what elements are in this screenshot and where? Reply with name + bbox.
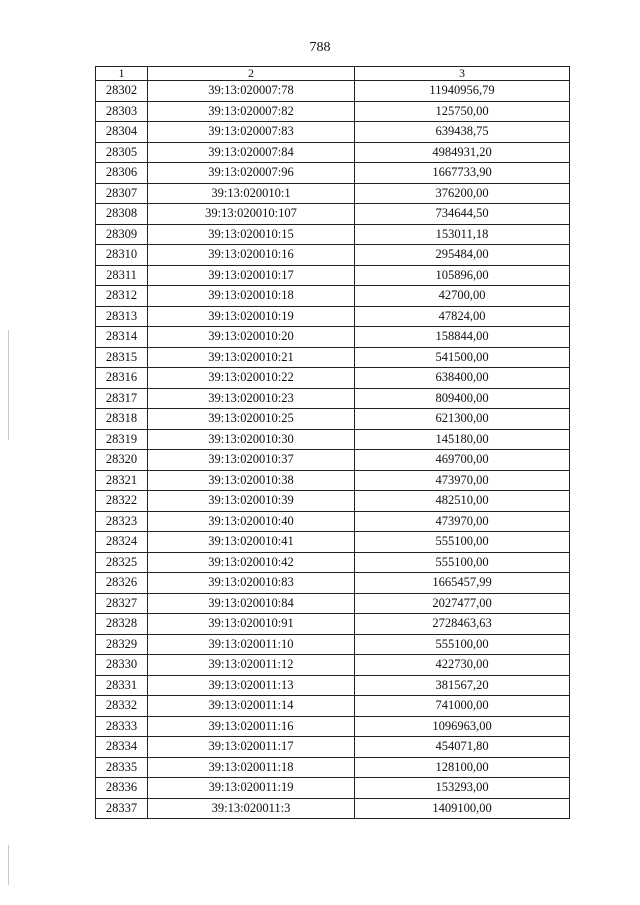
table-row — [96, 450, 570, 471]
table-row — [96, 429, 570, 450]
row-number-cell: 28307 — [96, 183, 148, 204]
table-row — [96, 347, 570, 368]
table-row — [96, 163, 570, 184]
cadastral-number-cell: 39:13:020007:96 — [148, 163, 355, 184]
cadastral-number-cell: 39:13:020010:41 — [148, 532, 355, 553]
row-number-cell: 28322 — [96, 491, 148, 512]
table-row — [96, 142, 570, 163]
table-row — [96, 286, 570, 307]
cadastral-number-cell: 39:13:020011:14 — [148, 696, 355, 717]
cadastral-number-cell: 39:13:020010:91 — [148, 614, 355, 635]
cadastral-number-cell: 39:13:020010:16 — [148, 245, 355, 266]
table-row — [96, 737, 570, 758]
value-cell: 158844,00 — [355, 327, 570, 348]
row-number-cell: 28320 — [96, 450, 148, 471]
value-cell: 125750,00 — [355, 101, 570, 122]
value-cell: 153293,00 — [355, 778, 570, 799]
table-row — [96, 204, 570, 225]
table-body — [96, 81, 570, 819]
cadastral-number-cell: 39:13:020010:107 — [148, 204, 355, 225]
table-row — [96, 532, 570, 553]
value-cell: 11940956,79 — [355, 81, 570, 102]
column-header-1: 1 — [96, 67, 148, 81]
table-row — [96, 470, 570, 491]
row-number-cell: 28321 — [96, 470, 148, 491]
value-cell: 105896,00 — [355, 265, 570, 286]
value-cell: 4984931,20 — [355, 142, 570, 163]
value-cell: 473970,00 — [355, 470, 570, 491]
value-cell: 555100,00 — [355, 532, 570, 553]
value-cell: 541500,00 — [355, 347, 570, 368]
table-row — [96, 183, 570, 204]
table-row — [96, 573, 570, 594]
table-row — [96, 265, 570, 286]
table-row — [96, 388, 570, 409]
scan-artifact — [8, 330, 9, 440]
value-cell: 809400,00 — [355, 388, 570, 409]
value-cell: 295484,00 — [355, 245, 570, 266]
value-cell: 734644,50 — [355, 204, 570, 225]
cadastral-number-cell: 39:13:020010:15 — [148, 224, 355, 245]
cadastral-number-cell: 39:13:020010:42 — [148, 552, 355, 573]
cadastral-number-cell: 39:13:020007:84 — [148, 142, 355, 163]
cadastral-number-cell: 39:13:020010:21 — [148, 347, 355, 368]
row-number-cell: 28310 — [96, 245, 148, 266]
row-number-cell: 28314 — [96, 327, 148, 348]
value-cell: 555100,00 — [355, 634, 570, 655]
table-row — [96, 245, 570, 266]
table-row — [96, 655, 570, 676]
row-number-cell: 28335 — [96, 757, 148, 778]
cadastral-number-cell: 39:13:020010:38 — [148, 470, 355, 491]
value-cell: 638400,00 — [355, 368, 570, 389]
row-number-cell: 28308 — [96, 204, 148, 225]
value-cell: 128100,00 — [355, 757, 570, 778]
cadastral-number-cell: 39:13:020010:40 — [148, 511, 355, 532]
row-number-cell: 28306 — [96, 163, 148, 184]
row-number-cell: 28326 — [96, 573, 148, 594]
row-number-cell: 28309 — [96, 224, 148, 245]
scan-artifact — [8, 845, 9, 885]
row-number-cell: 28302 — [96, 81, 148, 102]
cadastral-number-cell: 39:13:020011:3 — [148, 798, 355, 819]
table-row — [96, 552, 570, 573]
table-row — [96, 409, 570, 430]
row-number-cell: 28330 — [96, 655, 148, 676]
cadastral-number-cell: 39:13:020010:20 — [148, 327, 355, 348]
table-row — [96, 675, 570, 696]
value-cell: 376200,00 — [355, 183, 570, 204]
header-row — [96, 67, 570, 81]
value-cell: 482510,00 — [355, 491, 570, 512]
value-cell: 555100,00 — [355, 552, 570, 573]
cadastral-number-cell: 39:13:020010:17 — [148, 265, 355, 286]
cadastral-number-cell: 39:13:020010:23 — [148, 388, 355, 409]
value-cell: 1096963,00 — [355, 716, 570, 737]
row-number-cell: 28318 — [96, 409, 148, 430]
table-row — [96, 614, 570, 635]
row-number-cell: 28304 — [96, 122, 148, 143]
cadastral-number-cell: 39:13:020007:82 — [148, 101, 355, 122]
row-number-cell: 28325 — [96, 552, 148, 573]
cadastral-number-cell: 39:13:020010:37 — [148, 450, 355, 471]
cadastral-number-cell: 39:13:020011:10 — [148, 634, 355, 655]
cadastral-number-cell: 39:13:020010:84 — [148, 593, 355, 614]
row-number-cell: 28334 — [96, 737, 148, 758]
cadastral-number-cell: 39:13:020011:18 — [148, 757, 355, 778]
cadastral-number-cell: 39:13:020007:83 — [148, 122, 355, 143]
cadastral-table — [95, 66, 570, 819]
row-number-cell: 28324 — [96, 532, 148, 553]
cadastral-number-cell: 39:13:020007:78 — [148, 81, 355, 102]
value-cell: 2027477,00 — [355, 593, 570, 614]
value-cell: 621300,00 — [355, 409, 570, 430]
row-number-cell: 28317 — [96, 388, 148, 409]
table-row — [96, 634, 570, 655]
table-row — [96, 224, 570, 245]
row-number-cell: 28328 — [96, 614, 148, 635]
value-cell: 381567,20 — [355, 675, 570, 696]
column-header-3: 3 — [355, 67, 570, 81]
table-row — [96, 306, 570, 327]
row-number-cell: 28327 — [96, 593, 148, 614]
value-cell: 639438,75 — [355, 122, 570, 143]
table-row — [96, 696, 570, 717]
table-row — [96, 327, 570, 348]
table-row — [96, 716, 570, 737]
value-cell: 454071,80 — [355, 737, 570, 758]
cadastral-number-cell: 39:13:020011:16 — [148, 716, 355, 737]
value-cell: 2728463,63 — [355, 614, 570, 635]
table-row — [96, 368, 570, 389]
value-cell: 47824,00 — [355, 306, 570, 327]
table-row — [96, 81, 570, 102]
row-number-cell: 28337 — [96, 798, 148, 819]
row-number-cell: 28313 — [96, 306, 148, 327]
table-header — [96, 67, 570, 81]
value-cell: 1667733,90 — [355, 163, 570, 184]
value-cell: 422730,00 — [355, 655, 570, 676]
value-cell: 153011,18 — [355, 224, 570, 245]
row-number-cell: 28336 — [96, 778, 148, 799]
cadastral-number-cell: 39:13:020011:17 — [148, 737, 355, 758]
table-row — [96, 778, 570, 799]
row-number-cell: 28305 — [96, 142, 148, 163]
cadastral-number-cell: 39:13:020010:1 — [148, 183, 355, 204]
column-header-2: 2 — [148, 67, 355, 81]
page-number: 788 — [309, 40, 331, 55]
row-number-cell: 28303 — [96, 101, 148, 122]
table-row — [96, 757, 570, 778]
row-number-cell: 28319 — [96, 429, 148, 450]
value-cell: 1409100,00 — [355, 798, 570, 819]
value-cell: 469700,00 — [355, 450, 570, 471]
value-cell: 473970,00 — [355, 511, 570, 532]
row-number-cell: 28331 — [96, 675, 148, 696]
cadastral-number-cell: 39:13:020011:19 — [148, 778, 355, 799]
row-number-cell: 28312 — [96, 286, 148, 307]
row-number-cell: 28316 — [96, 368, 148, 389]
value-cell: 741000,00 — [355, 696, 570, 717]
cadastral-number-cell: 39:13:020010:22 — [148, 368, 355, 389]
cadastral-number-cell: 39:13:020010:39 — [148, 491, 355, 512]
cadastral-number-cell: 39:13:020010:18 — [148, 286, 355, 307]
cadastral-number-cell: 39:13:020010:19 — [148, 306, 355, 327]
row-number-cell: 28323 — [96, 511, 148, 532]
row-number-cell: 28332 — [96, 696, 148, 717]
cadastral-number-cell: 39:13:020010:25 — [148, 409, 355, 430]
value-cell: 1665457,99 — [355, 573, 570, 594]
table-row — [96, 491, 570, 512]
table-row — [96, 511, 570, 532]
cadastral-number-cell: 39:13:020011:12 — [148, 655, 355, 676]
row-number-cell: 28311 — [96, 265, 148, 286]
cadastral-number-cell: 39:13:020011:13 — [148, 675, 355, 696]
row-number-cell: 28329 — [96, 634, 148, 655]
cadastral-number-cell: 39:13:020010:30 — [148, 429, 355, 450]
cadastral-number-cell: 39:13:020010:83 — [148, 573, 355, 594]
row-number-cell: 28315 — [96, 347, 148, 368]
value-cell: 42700,00 — [355, 286, 570, 307]
row-number-cell: 28333 — [96, 716, 148, 737]
table-row — [96, 122, 570, 143]
table-row — [96, 593, 570, 614]
value-cell: 145180,00 — [355, 429, 570, 450]
table-row — [96, 798, 570, 819]
table-row — [96, 101, 570, 122]
